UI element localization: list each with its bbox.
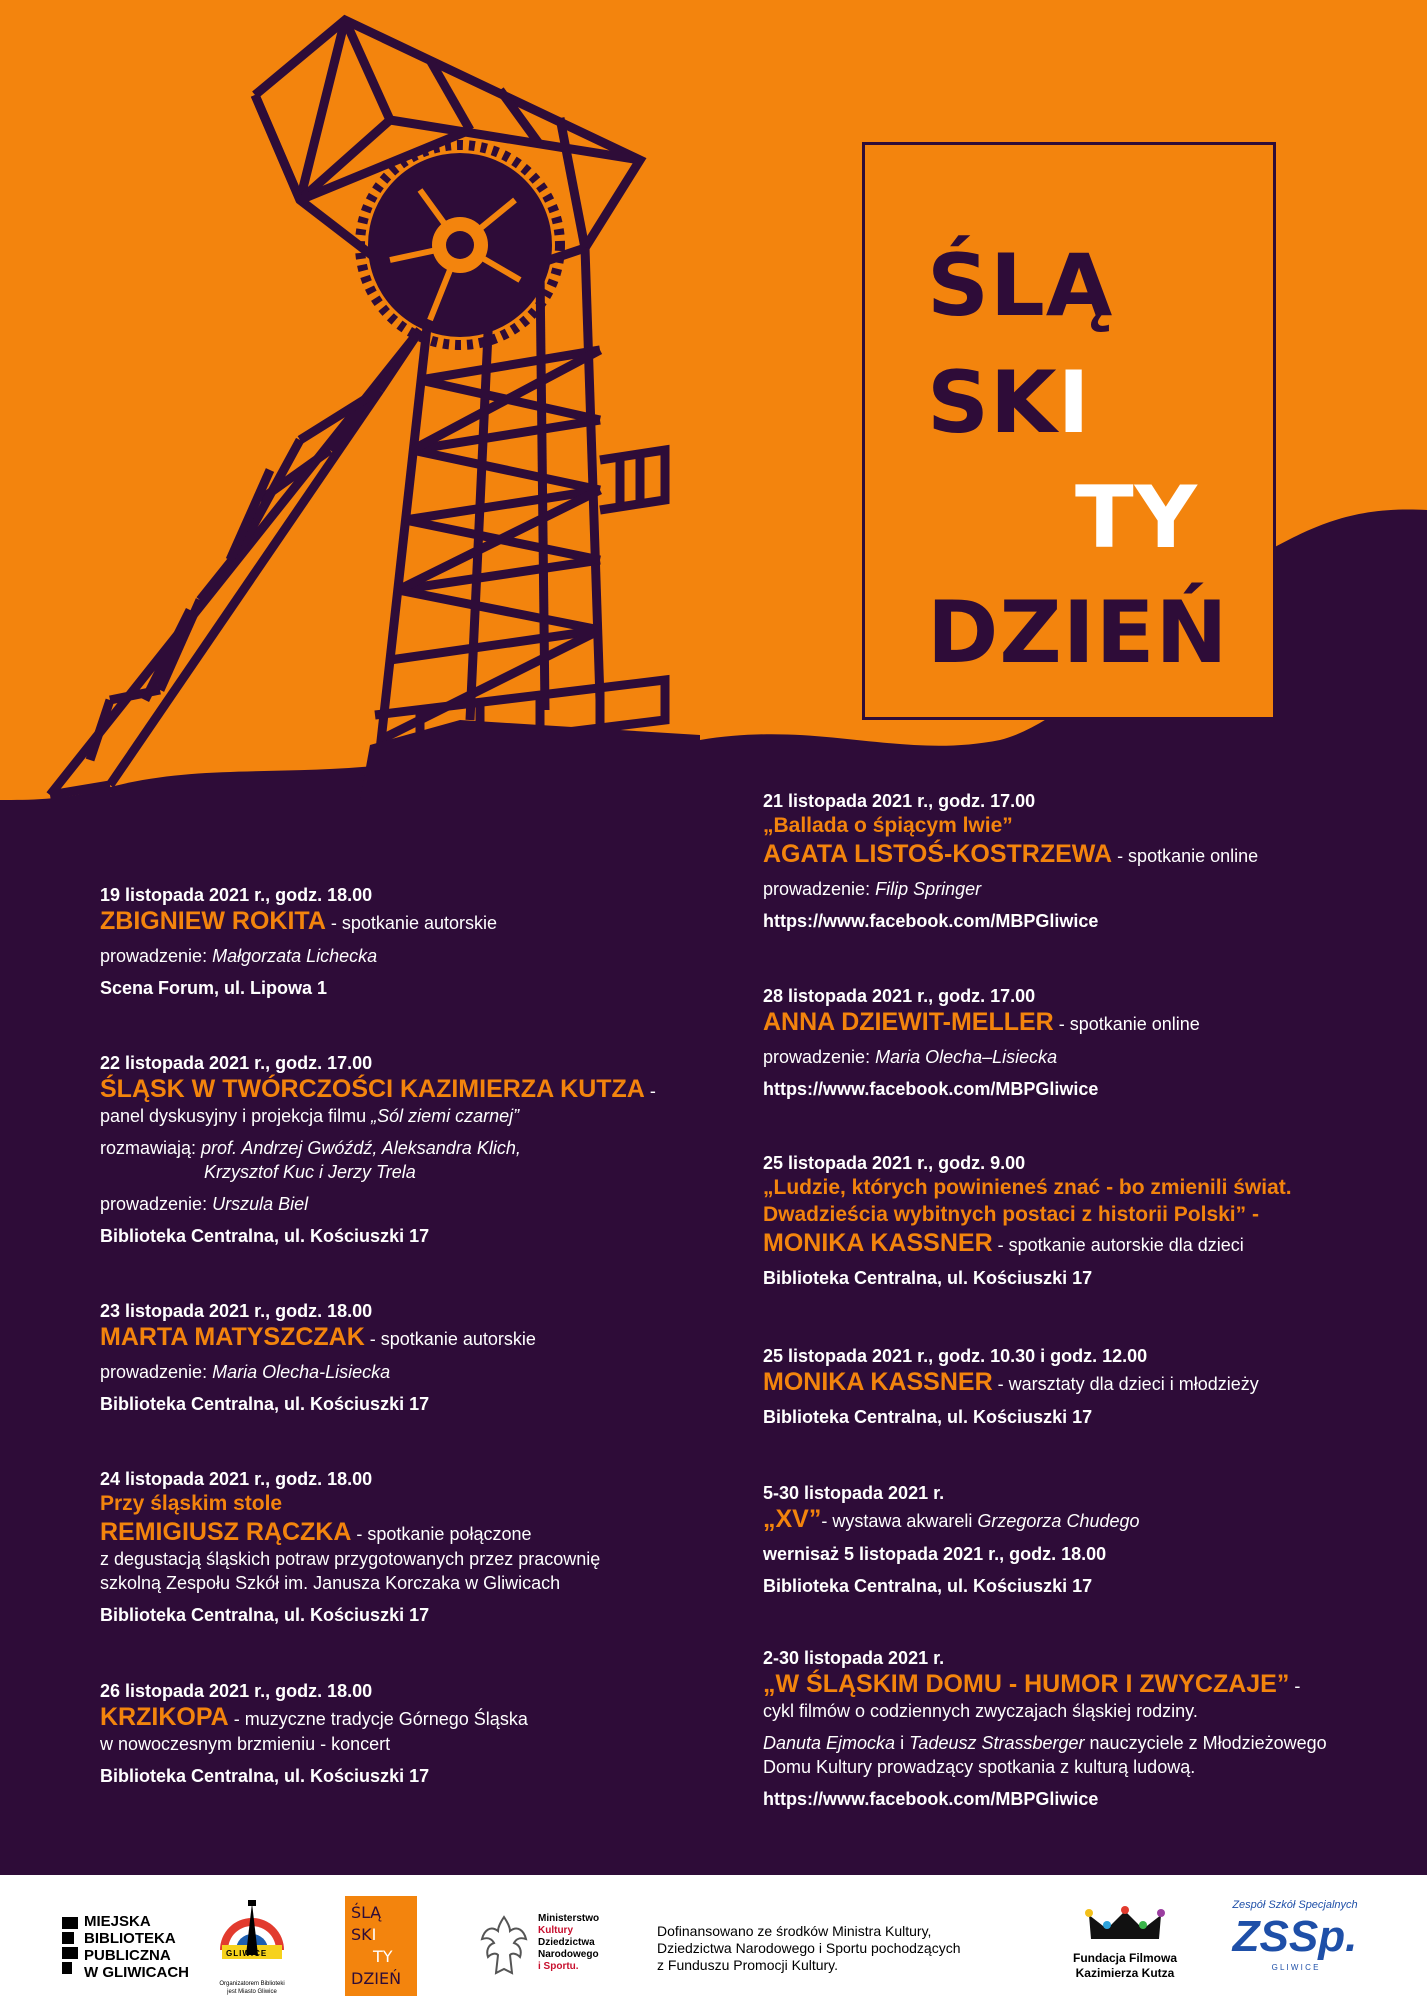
event-desc-2: panel dyskusyjny i projekcja filmu	[100, 1106, 372, 1126]
slaski-tydzien-logo	[345, 1896, 417, 1996]
event-name: AGATA LISTOŚ-KOSTRZEWA	[763, 840, 1113, 868]
logo-line-2-a: SK	[351, 1925, 372, 1944]
books-icon	[62, 1917, 78, 1973]
event-rokita	[100, 884, 660, 1000]
event-name: ZBIGNIEW ROKITA	[100, 907, 326, 935]
host-name: Urszula Biel	[212, 1194, 309, 1214]
event-subtitle: Przy śląskim stole	[100, 1492, 283, 1515]
event-desc: - warsztaty dla dzieci i młodzieży	[992, 1374, 1259, 1394]
event-name: ŚLĄSK W TWÓRCZOŚCI KAZIMIERZA KUTZA	[100, 1075, 645, 1103]
mbp-line-4: W GLIWICACH	[84, 1964, 189, 1981]
event-date: 21 listopada 2021 r., godz. 17.00	[763, 791, 1036, 811]
talk-guests-2: Krzysztof Kuc i Jerzy Trela	[204, 1162, 416, 1182]
facebook-link[interactable]: https://www.facebook.com/MBPGliwice	[763, 1789, 1099, 1809]
event-date: 24 listopada 2021 r., godz. 18.00	[100, 1469, 373, 1489]
event-subtitle-1: „Ludzie, których powinieneś znać - bo zmienili świat.	[763, 1176, 1292, 1199]
mbp-line-3: PUBLICZNA	[84, 1947, 171, 1964]
host-label: prowadzenie:	[100, 946, 213, 966]
event-location: Biblioteka Centralna, ul. Kościuszki 17	[763, 1576, 1093, 1596]
event-location: Scena Forum, ul. Lipowa 1	[100, 978, 328, 998]
event-name: „W ŚLĄSKIM DOMU - HUMOR I ZWYCZAJE”	[763, 1670, 1290, 1698]
person-2: Tadeusz Strassberger	[909, 1733, 1085, 1753]
event-desc-line-1: z degustacją śląskich potraw przygotowanych przez pracownię	[100, 1549, 601, 1569]
zss-logo-text: ZSSp.	[1232, 1912, 1358, 1961]
event-raczka	[100, 1468, 700, 1627]
event-desc: - spotkanie autorskie	[325, 913, 497, 933]
persons-role: nauczyciele z Młodzieżowego	[1084, 1733, 1327, 1753]
event-krzikopa	[100, 1680, 660, 1788]
gliwice-note-1: Organizatorem Biblioteki	[219, 1981, 285, 1987]
event-kutz	[100, 1052, 700, 1248]
crown-icon	[1085, 1905, 1165, 1945]
event-location: Biblioteka Centralna, ul. Kościuszki 17	[100, 1605, 430, 1625]
title-box	[862, 142, 1276, 720]
funding-line-2: Dziedzictwa Narodowego i Sportu pochodzących	[657, 1940, 961, 1956]
host-label: prowadzenie:	[100, 1194, 213, 1214]
ministry-line-3: Dziedzictwa	[538, 1937, 595, 1948]
ministry-line-4: Narodowego	[538, 1949, 599, 1960]
title-line-2-b: I	[1057, 353, 1091, 453]
event-name: MONIKA KASSNER	[763, 1368, 993, 1396]
zss-bottom-label: G L I W I C E	[1271, 1963, 1319, 1972]
event-date: 19 listopada 2021 r., godz. 18.00	[100, 885, 373, 905]
funding-line-1: Dofinansowano ze środków Ministra Kultury,	[657, 1923, 932, 1939]
event-location: Biblioteka Centralna, ul. Kościuszki 17	[100, 1226, 430, 1246]
event-name: KRZIKOPA	[100, 1703, 229, 1731]
event-matyszczak	[100, 1300, 660, 1416]
event-date: 22 listopada 2021 r., godz. 17.00	[100, 1053, 373, 1073]
eagle-icon	[480, 1913, 528, 1979]
title-line-3: TY	[1075, 468, 1198, 568]
logo-line-3: TY	[373, 1947, 393, 1966]
event-location: Biblioteka Centralna, ul. Kościuszki 17	[100, 1766, 430, 1786]
event-desc-line-1: w nowoczesnym brzmieniu - koncert	[100, 1734, 391, 1754]
event-name: REMIGIUSZ RĄCZKA	[100, 1518, 352, 1546]
logo-line-4: DZIEŃ	[351, 1969, 402, 1988]
talk-label: rozmawiają:	[100, 1138, 202, 1158]
ministry-logo	[480, 1913, 620, 1985]
event-kassner-2	[763, 1345, 1383, 1429]
logo-line-1: ŚLĄ	[351, 1903, 382, 1922]
host-label: prowadzenie:	[100, 1362, 213, 1382]
mbp-logo	[62, 1913, 202, 1979]
logo-line-2-b: I	[371, 1925, 377, 1944]
talk-guests-1: prof. Andrzej Gwóźdź, Aleksandra Klich,	[201, 1138, 521, 1158]
event-location: Biblioteka Centralna, ul. Kościuszki 17	[100, 1394, 430, 1414]
host-label: prowadzenie:	[763, 1047, 876, 1067]
event-date: 25 listopada 2021 r., godz. 10.30 i godz. 12.00	[763, 1346, 1148, 1366]
event-desc: - muzyczne tradycje Górnego Śląska	[228, 1709, 528, 1729]
event-listos	[763, 790, 1383, 933]
zss-top-label: Zespół Szkół Specjalnych	[1232, 1899, 1358, 1911]
gliwice-label: GLIWICE	[226, 1949, 268, 1958]
event-date: 2-30 listopada 2021 r.	[763, 1648, 945, 1668]
gliwice-logo	[212, 1895, 292, 2005]
fundacja-logo	[1060, 1905, 1190, 1995]
event-name: MARTA MATYSZCZAK	[100, 1323, 365, 1351]
host-name: Maria Olecha–Lisiecka	[875, 1047, 1058, 1067]
event-date: 28 listopada 2021 r., godz. 17.00	[763, 986, 1036, 1006]
gliwice-emblem-icon	[212, 1895, 292, 1970]
host-name: Maria Olecha-Lisiecka	[212, 1362, 391, 1382]
event-subtitle: „Ballada o śpiącym lwie”	[763, 814, 1013, 837]
ministry-line-2: Kultury	[538, 1925, 573, 1936]
title-line-4: DZIEŃ	[927, 583, 1229, 683]
fundacja-line-1: Fundacja Filmowa	[1072, 1951, 1177, 1965]
event-desc: - wystawa akwareli	[821, 1511, 978, 1531]
event-name: MONIKA KASSNER	[763, 1229, 993, 1257]
title-line-1: ŚLĄ	[927, 236, 1114, 336]
zss-logo	[1220, 1899, 1370, 1999]
event-subtitle-2: Dwadzieścia wybitnych postaci z historii Polski” -	[763, 1203, 1259, 1226]
host-name: Małgorzata Lichecka	[212, 946, 378, 966]
painter-name: Grzegorza Chudego	[977, 1511, 1140, 1531]
funding-note	[657, 1923, 1017, 1974]
gliwice-note-2: jest Miasto Gliwice	[227, 1989, 277, 1995]
title-line-2	[927, 353, 1091, 453]
sponsors-footer	[0, 1875, 1427, 2016]
event-desc-line-2: szkolną Zespołu Szkół im. Janusza Korczaka w Gliwicach	[100, 1573, 561, 1593]
event-desc: - spotkanie online	[1112, 846, 1259, 866]
vernissage: wernisaż 5 listopada 2021 r., godz. 18.00	[763, 1544, 1107, 1564]
event-xv	[763, 1482, 1323, 1598]
event-desc: -	[644, 1081, 656, 1101]
event-date: 5-30 listopada 2021 r.	[763, 1483, 945, 1503]
host-label: prowadzenie:	[763, 879, 876, 899]
ministry-line-1: Ministerstwo	[538, 1913, 600, 1924]
person-1: Danuta Ejmocka	[763, 1733, 896, 1753]
fundacja-line-2: Kazimierza Kutza	[1075, 1966, 1175, 1980]
event-desc: -	[1289, 1676, 1301, 1696]
event-date: 26 listopada 2021 r., godz. 18.00	[100, 1681, 373, 1701]
event-dziewit	[763, 985, 1323, 1101]
event-desc-line-2: Domu Kultury prowadzący spotkania z kulturą ludową.	[763, 1757, 1196, 1777]
event-desc: - spotkanie online	[1053, 1014, 1200, 1034]
event-desc: - spotkanie autorskie	[364, 1329, 536, 1349]
event-desc: - spotkanie autorskie dla dzieci	[992, 1235, 1244, 1255]
event-name: „XV”	[763, 1505, 822, 1533]
event-date: 23 listopada 2021 r., godz. 18.00	[100, 1301, 373, 1321]
ministry-line-5: i Sportu.	[538, 1961, 579, 1972]
event-location: Biblioteka Centralna, ul. Kościuszki 17	[763, 1268, 1093, 1288]
event-desc: - spotkanie połączone	[351, 1524, 532, 1544]
host-name: Filip Springer	[875, 879, 982, 899]
event-location: Biblioteka Centralna, ul. Kościuszki 17	[763, 1407, 1093, 1427]
event-slaski-dom	[763, 1647, 1383, 1811]
and-word: i	[895, 1733, 910, 1753]
mbp-line-2: BIBLIOTEKA	[84, 1930, 176, 1947]
film-title: „Sól ziemi czarnej”	[371, 1106, 520, 1126]
funding-line-3: z Funduszu Promocji Kultury.	[657, 1957, 839, 1973]
event-name: ANNA DZIEWIT-MELLER	[763, 1008, 1054, 1036]
mbp-line-1: MIEJSKA	[84, 1913, 151, 1930]
title-line-2-a: SK	[927, 353, 1058, 453]
event-desc-line-1: cykl filmów o codziennych zwyczajach śląskiej rodziny.	[763, 1701, 1198, 1721]
event-date: 25 listopada 2021 r., godz. 9.00	[763, 1153, 1026, 1173]
facebook-link[interactable]: https://www.facebook.com/MBPGliwice	[763, 911, 1099, 931]
event-kassner-1	[763, 1152, 1383, 1290]
facebook-link[interactable]: https://www.facebook.com/MBPGliwice	[763, 1079, 1099, 1099]
